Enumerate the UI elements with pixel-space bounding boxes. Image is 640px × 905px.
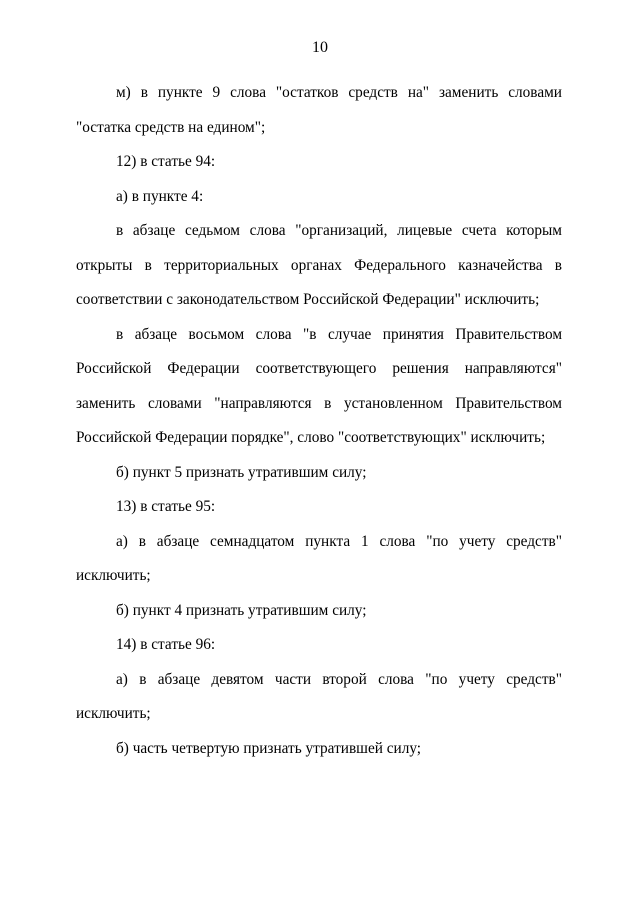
paragraph-94-a-eighth: в абзаце восьмом слова "в случае принятия Правительством Российской Федерации соответствующего решения направляются" заменить словами "направляются в установленном Правительством Российской Федерации порядке", слово "соответствующих" исключить;: [76, 325, 562, 446]
paragraph-article-96: 14) в статье 96:: [116, 636, 216, 653]
paragraph-m-item-9: м) в пункте 9 слова "остатков средств на" заменить словами "остатка средств на едином";: [76, 84, 562, 136]
paragraph-94-a: а) в пункте 4:: [116, 187, 204, 205]
paragraph-95-b: б) пункт 4 признать утратившим силу;: [116, 601, 367, 619]
paragraph-94-a-seventh: в абзаце седьмом слова "организаций, лицевые счета которым открыты в территориальных органах Федерального казначейства в соответствии с законодательством Российской Федерации" исключить;: [76, 222, 562, 308]
page-number: 10: [312, 39, 328, 56]
paragraph-article-94: 12) в статье 94:: [116, 153, 216, 170]
paragraph-96-a: а) в абзаце девятом части второй слова "по учету средств" исключить;: [76, 670, 562, 722]
paragraph-96-b: б) часть четвертую признать утратившей силу;: [116, 739, 422, 757]
document-body: [76, 76, 562, 766]
paragraph-95-a: а) в абзаце семнадцатом пункта 1 слова "по учету средств" исключить;: [76, 532, 562, 584]
paragraph-article-95: 13) в статье 95:: [116, 498, 216, 515]
paragraph-94-b: б) пункт 5 признать утратившим силу;: [116, 463, 367, 481]
